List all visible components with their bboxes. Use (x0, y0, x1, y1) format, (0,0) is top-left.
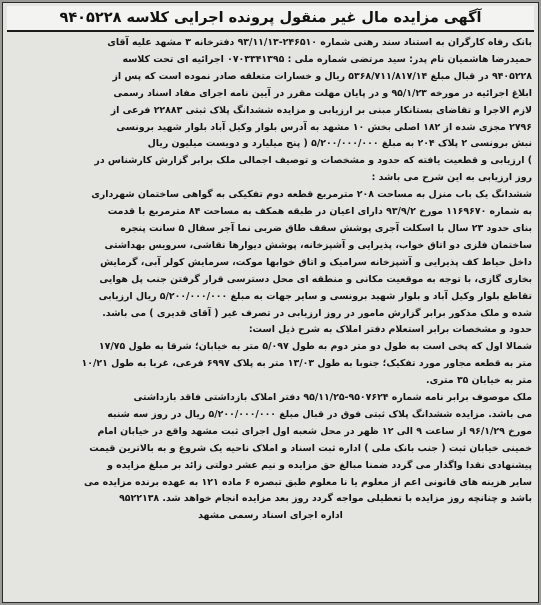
text-line: ساختمان فلزی دو اتاق خواب، پذیرایی و آشپزخانه، پوشش دیوارها نقاشی، سرویس بهداشتی (104, 239, 532, 251)
text-line: سایر هزینه های قانونی اعم از معلوم یا نا معلوم طبق تبصره ۶ ماده ۱۲۱ به عهده برنده مزایده می (84, 476, 532, 488)
text-line: بخاری گازی، با توجه به موقعیت مکانی و منطقه ای محل دسترسی قرار گرفتن جنب پل هوایی (99, 273, 532, 285)
text-line: حمیدرضا هاشمیان نام پدر: سید مرتضی شماره ملی : ۰۷۰۳۳۴۱۳۹۵ اجرائیه ای تحت کلاسه (122, 53, 532, 65)
text-line: نبش برونسی ۲ پلاک ۲۰۴ به مبلغ ۵/۲۰۰/۰۰۰/۰۰۰ ( پنج میلیارد و دویست میلیون ریال (147, 138, 532, 150)
issuing-office-signature: اداره اجرای اسناد رسمی مشهد (198, 510, 343, 522)
text-line: مورخ ۹۶/۱/۲۹ از ساعت ۹ الی ۱۲ ظهر در محل شعبه اول اجرای ثبت مشهد واقع در خیابان امام (97, 425, 532, 437)
text-line: می باشد. مزایده ششدانگ پلاک ثبتی فوق در قبال مبلغ ۵/۲۰۰/۰۰۰/۰۰۰ ریال در روز سه شنبه (107, 408, 532, 420)
text-line: داخل حیاط کف پذیرایی و آشپزخانه سرامیک و اتاق خوابها موکت، سرمایش کولر آبی، گرمایش (100, 256, 532, 268)
notice-intro-paragraph (9, 35, 532, 187)
text-line: حدود و مشخصات برابر استعلام دفتر املاک به شرح ذیل است: (248, 324, 532, 336)
notice-title: آگهی مزایده مال غیر منقول پرونده اجرایی کلاسه ۹۴۰۵۲۲۸ (7, 6, 534, 32)
text-line: ۲۷۹۶ مجزی شده از ۱۸۲ اصلی بخش ۱۰ مشهد به آدرس بلوار وکیل آباد بلوار شهید برونسی (116, 121, 532, 133)
text-line: متر به خیابان ۳۵ متری. (426, 375, 532, 387)
text-line: پیشنهادی نقدا واگذار می گردد ضمنا مبالغ حق مزایده و نیم عشر دولتی زائد بر مبلغ مزایده و (107, 459, 532, 471)
notice-body (9, 35, 532, 598)
notice-clipping (2, 2, 539, 603)
text-line: تقاطع بلوار وکیل آباد و بلوار شهید برونسی و سایر جهات به مبلغ ۵/۲۰۰/۰۰۰/۰۰۰ ریال ارزیابی (98, 290, 532, 302)
text-line: ) ارزیابی و قطعیت یافته که حدود و مشخصات و توصیف اجمالی ملک برابر گزارش کارشناس در (94, 155, 532, 167)
text-line: شده و ملک مذکور برابر گزارش مامور در روز ارزیابی در تصرف غیر ( آقای قدیری ) می باشد. (102, 307, 532, 319)
property-description-paragraph (9, 187, 532, 390)
text-line: ابلاغ اجرائیه در مورخه ۹۵/۱/۲۳ و در پایان مهلت مقرر در آیین نامه اجرای مفاد اسناد رسمی (113, 87, 532, 99)
text-line: باشد و چنانچه روز مزایده با تعطیلی مواجه گردد روز بعد مزایده انجام خواهد شد. ۹۵۲۲۱۳۸ (119, 493, 532, 505)
text-line: ششدانگ یک باب منزل به مساحت ۲۰۸ مترمربع قطعه دوم تفکیکی به گواهی ساختمان شهرداری (91, 189, 532, 201)
text-line: شمالا اول که پخی است به طول دو متر دوم به طول ۵/۰۹۷ متر به خیابان؛ شرقا به طول ۱۷/۷۵ (98, 341, 532, 353)
text-line: لازم الاجرا و تقاضای بستانکار مبنی بر ارزیابی و مزایده ششدانگ پلاک ثبتی ۲۲۸۸۳ فرعی از (110, 104, 532, 116)
text-line: به شماره ۱۱۶۹۶۷۰ مورخ ۹۳/۹/۲ دارای اعیان در طبقه همکف به مساحت ۸۴ مترمربع با قدمت (107, 206, 532, 218)
text-line: ملک موصوف برابر نامه شماره ۹۵۰۷۶۲۴-۹۵/۱۱/۲۵ دفتر املاک بازداشتی فاقد بازداشتی (133, 392, 532, 404)
text-line: متر به قطعه مجاور مورد تفکیک؛ جنوبا به طول ۱۳/۰۳ متر به پلاک ۶۹۹۷ فرعی، غربا به طول ۱۰/۲۱ (81, 358, 532, 370)
text-line: خمینی خیابان ثبت ( جنب بانک ملی ) اداره ثبت اسناد و املاک ناحیه یک شروع و به بالاترین قیمت (89, 442, 532, 454)
text-line: ۹۴۰۵۲۲۸ در قبال مبلغ ۵۳۶۸/۷۱۱/۸۱۷/۱۴ ریال و خسارات متعلقه صادر نموده است که پس از (112, 70, 532, 82)
text-line: بانک رفاه کارگران به استناد سند رهنی شماره ۲۴۶۵۱۰-۹۳/۱۱/۱۳ دفترخانه ۳ مشهد علیه آقای (107, 37, 532, 48)
text-line: بنای حدود ۲۳ سال با اسکلت آجری پوشش سقف طاق ضربی نما آجر سفال ۵ سانت پنجره (120, 222, 532, 234)
auction-terms-paragraph (9, 390, 532, 508)
text-line: روز ارزیابی به این شرح می باشد : (371, 172, 532, 184)
